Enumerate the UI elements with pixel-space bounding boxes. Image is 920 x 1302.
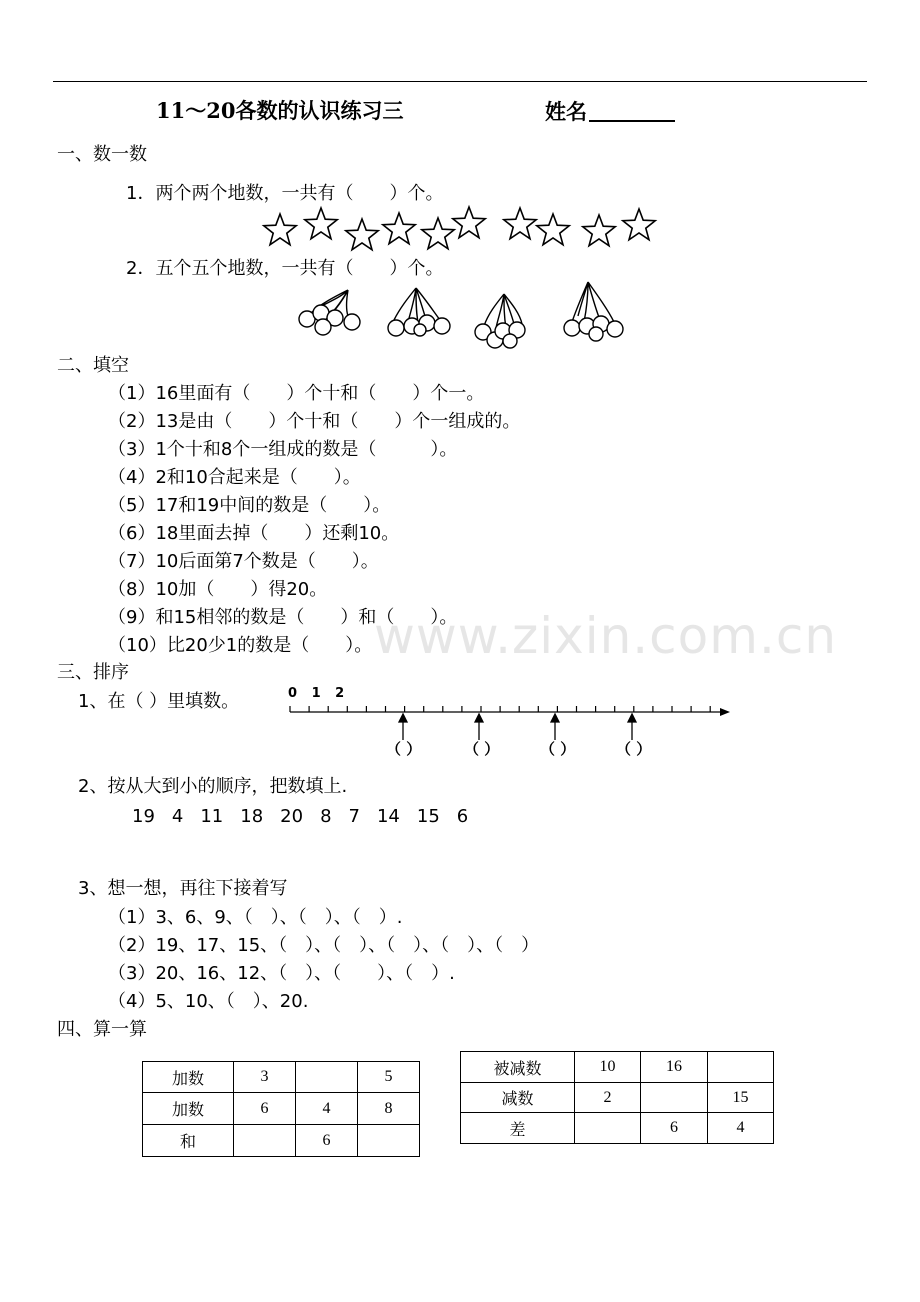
star-outline-icon — [346, 219, 378, 250]
number-line-blank[interactable]: （ ） — [540, 740, 576, 758]
table-cell-blank[interactable] — [296, 1062, 358, 1093]
fill-blank-item: （4）2和10合起来是（ ）。 — [108, 467, 361, 488]
sequence-item: （1）3、6、9、（ ）、（ ）、（ ）. — [108, 907, 403, 928]
fill-blank-item: （6）18里面去掉（ ）还剩10。 — [108, 523, 400, 544]
number-item: 11 — [200, 806, 224, 827]
star-outline-icon — [305, 208, 337, 239]
section-4-heading: 四、算一算 — [57, 1019, 147, 1040]
up-arrow-icon — [551, 714, 559, 722]
sequence-item: （3）20、16、12、（ ）、（ ）、（ ）. — [108, 963, 455, 984]
number-item: 19 — [132, 806, 155, 827]
number-line-blank[interactable]: （ ） — [616, 740, 652, 758]
fill-blank-item: （8）10加（ ）得20。 — [108, 579, 328, 600]
star-outline-icon — [264, 214, 296, 245]
cherries-group — [290, 280, 635, 352]
sequence-item: （2）19、17、15、（ ）、（ ）、（ ）、（ ）、（ ） — [108, 935, 540, 956]
fill-blank-item: （10）比20少1的数是（ ）。 — [108, 635, 373, 656]
table-cell: 6 — [641, 1113, 708, 1144]
table-cell-blank[interactable] — [708, 1052, 774, 1083]
table-cell-label: 和 — [143, 1125, 234, 1157]
question-count-cherries: 2．五个五个地数，一共有（ ）个。 — [126, 258, 444, 279]
star-outline-icon — [383, 213, 415, 244]
cherry-bunch-icon — [564, 282, 623, 341]
table-cell: 10 — [575, 1052, 641, 1083]
question-sort-desc: 2、按从大到小的顺序，把数填上. — [78, 776, 348, 797]
name-blank-line[interactable] — [589, 100, 675, 122]
table-cell: 6 — [296, 1125, 358, 1157]
cherry-bunch-icon — [299, 290, 360, 335]
number-item: 8 — [320, 806, 332, 827]
table-cell-label: 加数 — [143, 1093, 234, 1125]
fill-blank-item: （5）17和19中间的数是（ ）。 — [108, 495, 391, 516]
addition-table — [142, 1061, 420, 1157]
header-rule — [53, 81, 867, 82]
number-line-blank[interactable]: （ ） — [464, 740, 500, 758]
stars-group — [256, 203, 666, 255]
number-item: 14 — [376, 806, 400, 827]
up-arrow-icon — [399, 714, 407, 722]
table-cell-label: 被减数 — [461, 1052, 575, 1083]
number-item: 18 — [240, 806, 264, 827]
table-cell: 5 — [358, 1062, 420, 1093]
table-cell-label: 加数 — [143, 1062, 234, 1093]
fill-blank-item: （7）10后面第7个数是（ ）。 — [108, 551, 379, 572]
sequence-item: （4）5、10、（ ）、20. — [108, 991, 309, 1012]
star-outline-icon — [453, 207, 485, 238]
cherry-bunch-icon — [388, 288, 450, 336]
star-outline-icon — [422, 218, 454, 249]
table-cell: 3 — [234, 1062, 296, 1093]
table-cell-label: 差 — [461, 1113, 575, 1144]
name-label: 姓名 — [545, 99, 587, 124]
number-line-start-labels: 0 1 2 — [288, 686, 350, 701]
fill-blank-item: （2）13是由（ ）个十和（ ）个一组成的。 — [108, 411, 521, 432]
table-cell-blank[interactable] — [641, 1083, 708, 1113]
number-line — [286, 700, 734, 744]
table-cell: 15 — [708, 1083, 774, 1113]
table-cell-blank[interactable] — [234, 1125, 296, 1157]
table-cell: 2 — [575, 1083, 641, 1113]
star-outline-icon — [537, 214, 569, 245]
star-outline-icon — [504, 208, 536, 239]
arrow-right-icon — [720, 708, 730, 716]
question-count-stars: 1．两个两个地数，一共有（ ）个。 — [126, 183, 444, 204]
number-list — [132, 808, 485, 826]
fill-blank-item: （1）16里面有（ ）个十和（ ）个一。 — [108, 383, 485, 404]
table-cell-blank[interactable] — [358, 1125, 420, 1157]
number-item: 20 — [280, 806, 304, 827]
worksheet-title: 11～20各数的认识练习三 — [156, 98, 404, 123]
table-cell: 4 — [296, 1093, 358, 1125]
section-3-heading: 三、排序 — [57, 662, 129, 683]
question-number-line: 1、在（ ）里填数。 — [78, 691, 240, 712]
fill-blank-item: （3）1个十和8个一组成的数是（ ）。 — [108, 439, 458, 460]
subtraction-table — [460, 1051, 774, 1144]
number-item: 6 — [456, 806, 469, 827]
cherry-bunch-icon — [475, 294, 525, 348]
question-continue-sequence: 3、想一想，再往下接着写 — [78, 878, 288, 899]
up-arrow-icon — [628, 714, 636, 722]
table-cell: 6 — [234, 1093, 296, 1125]
number-item: 4 — [171, 806, 184, 827]
table-cell: 8 — [358, 1093, 420, 1125]
table-cell-label: 减数 — [461, 1083, 575, 1113]
table-cell: 16 — [641, 1052, 708, 1083]
number-item: 7 — [348, 806, 360, 827]
up-arrow-icon — [475, 714, 483, 722]
star-outline-icon — [623, 209, 655, 240]
watermark: www.zixin.com.cn — [374, 607, 838, 665]
number-line-blank[interactable]: （ ） — [386, 740, 422, 758]
table-cell: 4 — [708, 1113, 774, 1144]
section-1-heading: 一、数一数 — [57, 144, 147, 165]
name-field — [545, 100, 675, 122]
section-2-heading: 二、填空 — [57, 355, 129, 376]
table-cell-blank[interactable] — [575, 1113, 641, 1144]
fill-blank-item: （9）和15相邻的数是（ ）和（ ）。 — [108, 607, 458, 628]
number-item: 15 — [416, 806, 440, 827]
star-outline-icon — [583, 215, 615, 246]
